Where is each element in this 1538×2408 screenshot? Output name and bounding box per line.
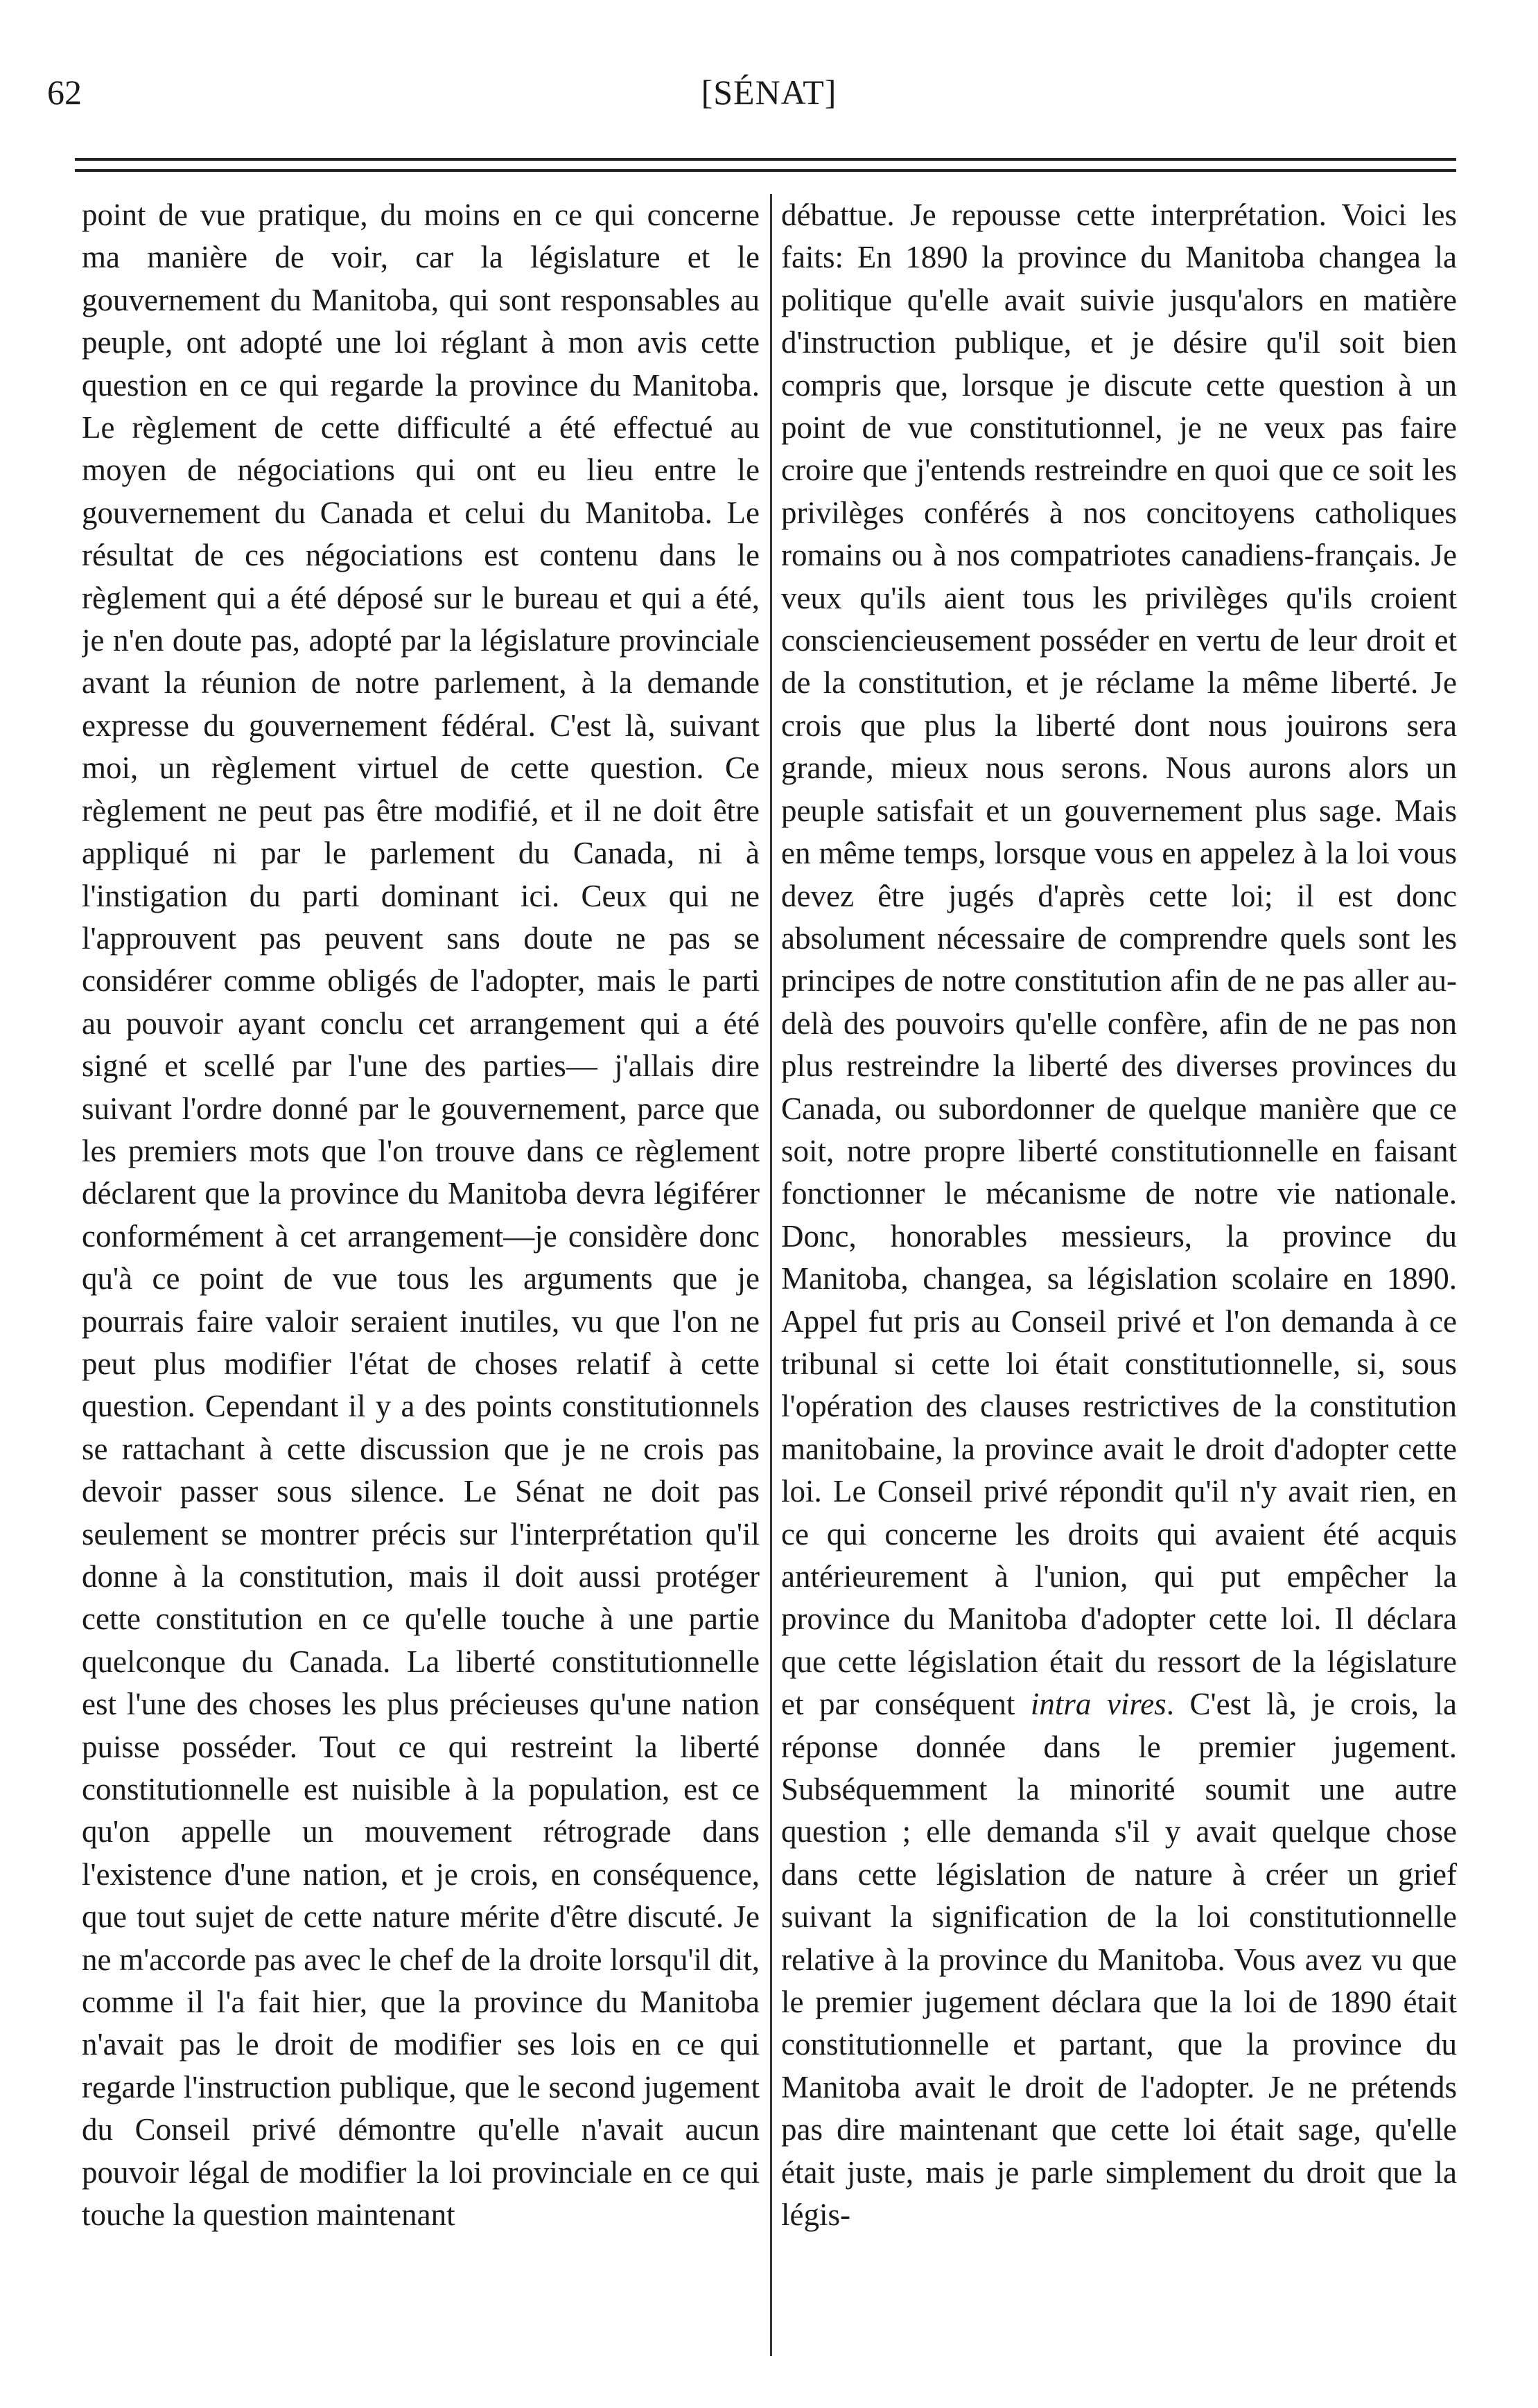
italic-term: intra vires — [1030, 1687, 1166, 1722]
column-divider — [770, 194, 772, 2356]
header-rule-top — [75, 158, 1456, 161]
right-column — [781, 194, 1457, 2356]
left-column — [82, 194, 760, 2356]
header-rule-bottom — [75, 169, 1456, 172]
right-column-text — [781, 194, 1457, 2237]
left-column-text: point de vue pratique, du moins en ce qui concerne ma manière de voir, car la législature et le gouvernement du Manitoba, qui sont responsables au peuple, ont adopté une loi réglant à mon avis cette question en ce qui regarde la province du Manitoba. Le règlement de cette difficulté a été effectué au moyen de négociations qui ont eu lieu entre le gouvernement du Canada et celui du Manitoba. Le résultat de ces négociations est contenu dans le règlement qui a été déposé sur le bureau et qui a été, je n'en doute pas, adopté par la législature provinciale avant la réunion de notre parlement, à la demande expresse du gouvernement fédéral. C'est là, suivant moi, un règlement virtuel de cette question. Ce règlement ne peut pas être modifié, et il ne doit être appliqué ni par le parlement du Canada, ni à l'instigation du parti dominant ici. Ceux qui ne l'approuvent pas peuvent sans doute ne pas se considérer comme obligés de l'adopter, mais le parti au pouvoir ayant conclu cet arrangement qui a été signé et scellé par l'une des parties— j'allais dire suivant l'ordre donné par le gouvernement, parce que les premiers mots que l'on trouve dans ce règlement déclarent que la province du Manitoba devra légiférer conformément à cet arrangement—je considère donc qu'à ce point de vue tous les arguments que je pourrais faire valoir seraient inutiles, vu que l'on ne peut plus modifier l'état de choses relatif à cette question. Cependant il y a des points constitutionnels se rattachant à cette discussion que je ne crois pas devoir passer sous silence. Le Sénat ne doit pas seulement se montrer précis sur l'interprétation qu'il donne à la constitution, mais il doit aussi protéger cette constitution en ce qu'elle touche à une partie quelconque du Canada. La liberté constitutionnelle est l'une des choses les plus précieuses qu'une nation puisse posséder. Tout ce qui restreint la liberté constitutionnelle est nuisible à la population, est ce qu'on appelle un mouvement rétrograde dans l'existence d'une nation, et je crois, en conséquence, que tout sujet de cette nature mérite d'être discuté. Je ne m'accorde pas avec le chef de la droite lorsqu'il dit, comme il l'a fait hier, que la province du Manitoba n'avait pas le droit de modifier ses lois en ce qui regarde l'instruction publique, que le second jugement du Conseil privé démontre qu'elle n'avait aucun pouvoir légal de modifier la loi provinciale en ce qui touche la question maintenant — [82, 197, 760, 2233]
running-head: [SÉNAT] — [701, 73, 837, 112]
right-text-part-1: débattue. Je repousse cette interprétation. Voici les faits: En 1890 la province du Manitoba changea la politique qu'elle avait suivie jusqu'alors en matière d'instruction publique, et je désire qu'il soit bien compris que, lorsque je discute cette question à un point de vue constitutionnel, je ne veux pas faire croire que j'entends restreindre en quoi que ce soit les privilèges conférés à nos concitoyens catholiques romains ou à nos compatriotes canadiens-français. Je veux qu'ils aient tous les privilèges qu'ils croient consciencieusement posséder en vertu de leur droit et de la constitution, et je réclame la même liberté. Je crois que plus la liberté dont nous jouirons sera grande, mieux nous serons. Nous aurons alors un peuple satisfait et un gouvernement plus sage. Mais en même temps, lorsque vous en appelez à la loi vous devez être jugés d'après cette loi; il est donc absolument nécessaire de comprendre quels sont les principes de notre constitution afin de ne pas aller au-delà des pouvoirs qu'elle confère, afin de ne pas non plus restreindre la liberté des diverses provinces du Canada, ou subordonner de quelque manière que ce soit, notre propre liberté constitutionnelle en faisant fonctionner le mécanisme de notre vie nationale. Donc, honorables messieurs, la province du Manitoba, changea, sa législation scolaire en 1890. Appel fut pris au Conseil privé et l'on demanda à ce tribunal si cette loi était constitutionnelle, si, sous l'opération des clauses restrictives de la constitution manitobaine, la province avait le droit d'adopter cette loi. Le Conseil privé répondit qu'il n'y avait rien, en ce qui concerne les droits qui avaient été acquis antérieurement à l'union, qui put empêcher la province du Manitoba d'adopter cette loi. Il déclara que cette législation était du ressort de la législature et par conséquent — [781, 197, 1457, 1722]
page-number: 62 — [47, 73, 82, 112]
right-text-part-2: . C'est là, je crois, la réponse donnée dans le premier jugement. Subséquemment la minorité soumit une autre question ; elle demanda s'il y avait quelque chose dans cette législation de nature à créer un grief suivant la signification de la loi constitutionnelle relative à la province du Manitoba. Vous avez vu que le premier jugement déclara que la loi de 1890 était constitutionnelle et partant, que la province du Manitoba avait le droit de l'adopter. Je ne prétends pas dire maintenant que cette loi était sage, qu'elle était juste, mais je parle simplement du droit que la légis- — [781, 1687, 1457, 2233]
